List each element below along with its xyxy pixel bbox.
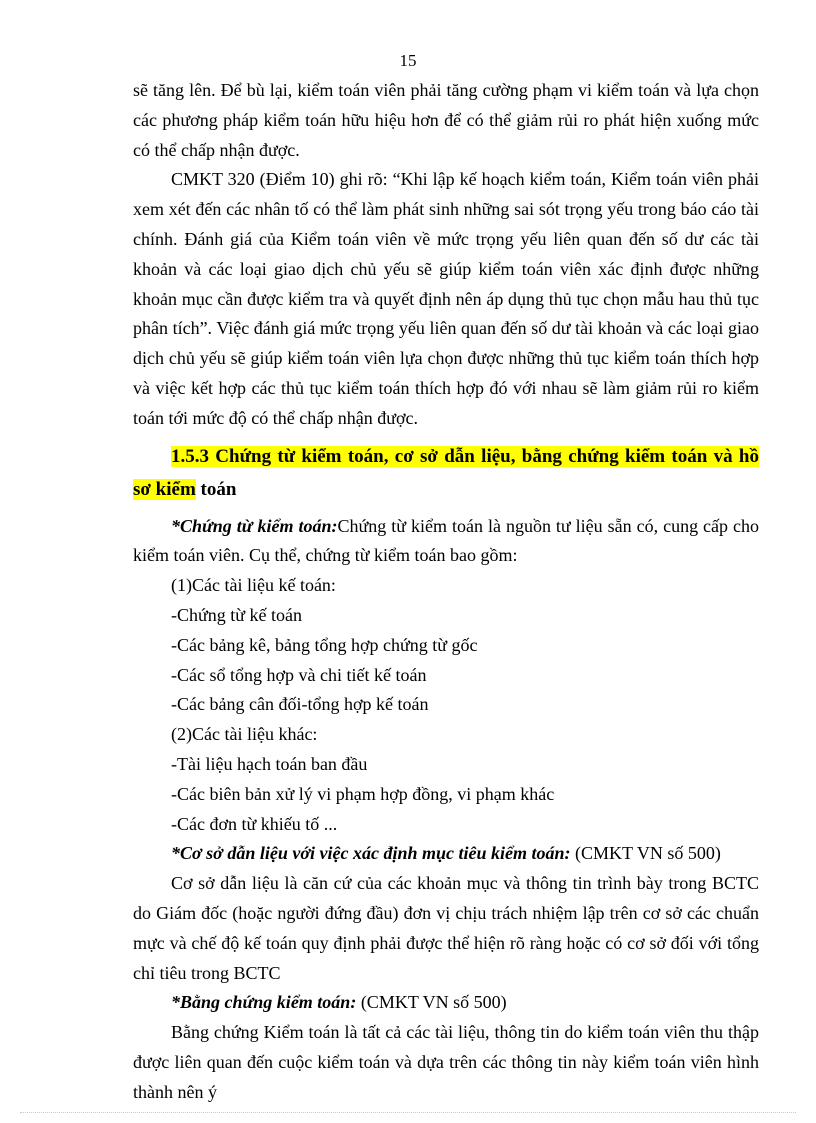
page-number: 15 (399, 51, 417, 70)
list-item: -Các bảng kê, bảng tổng hợp chứng từ gốc (171, 634, 478, 655)
section-heading-1-5-3 (133, 440, 759, 506)
paragraph-cmkt-320: CMKT 320 (Điểm 10) ghi rõ: “Khi lập kế hoạch kiểm toán, Kiểm toán viên phải xem xét đến các nhân tố có thể làm phát sinh những sai sót trọng yếu trong báo cáo tài chính. Đánh giá của Kiểm toán viên về mức trọng yếu liên quan đến số dư các tài khoản và các loại giao dịch chủ yếu sẽ giúp kiểm toán viên xác định được những khoản mục cần được kiểm tra và quyết định nên áp dụng thủ tục chọn mẫu hau thủ tục phân tích”. Việc đánh giá mức trọng yếu liên quan đến số dư tài khoản và các loại giao dịch chủ yếu sẽ giúp kiểm toán viên lựa chọn được những thủ tục kiểm toán thích hợp và việc kết hợp các thủ tục kiểm toán thích hợp đó với nhau sẽ làm giảm rủi ro kiểm toán tới mức độ có thể chấp nhận được. (133, 169, 759, 428)
text-audit-documents: Chứng từ kiểm toán là nguồn tư liệu sẵn có, cung cấp cho kiểm toán viên. Cụ thể, chứng từ kiểm toán bao gồm: (133, 515, 760, 566)
list-item: (1)Các tài liệu kế toán: (171, 575, 336, 596)
label-audit-documents: *Chứng từ kiểm toán: (171, 515, 338, 536)
paragraph-evidence: Bằng chứng Kiểm toán là tất cả các tài liệu, thông tin do kiểm toán viên thu thập được liên quan đến cuộc kiểm toán và dựa trên các thông tin này kiểm toán viên hình thành nên ý (133, 1022, 759, 1102)
paragraph-assertions-heading (133, 839, 759, 869)
list-item: -Các bảng cân đối-tổng hợp kế toán (171, 694, 429, 715)
list-item: -Các đơn từ khiếu tố ... (171, 813, 338, 834)
label-evidence: *Bằng chứng kiểm toán: (171, 992, 357, 1013)
ref-evidence: (CMKT VN số 500) (356, 992, 507, 1013)
list-item: -Chứng từ kế toán (171, 604, 302, 625)
paragraph-assertions: Cơ sở dẫn liệu là căn cứ của các khoản mục và thông tin trình bày trong BCTC do Giám đốc (hoặc người đứng đầu) đơn vị chịu trách nhiệm lập trên cơ sở các chuẩn mực và chế độ kế toán quy định phải được thể hiện rõ ràng hoặc có cơ sở đối với tổng chỉ tiêu trong BCTC (133, 873, 759, 983)
list-item: (2)Các tài liệu khác: (171, 724, 318, 745)
list-item: -Các biên bản xử lý vi phạm hợp đồng, vi phạm khác (171, 783, 555, 804)
page-bottom-border (20, 1112, 796, 1113)
heading-highlighted-text: 1.5.3 Chứng từ kiểm toán, cơ sở dẫn liệu, bằng chứng kiểm toán và hồ sơ kiểm (133, 445, 759, 500)
paragraph-continuation: sẽ tăng lên. Để bù lại, kiểm toán viên phải tăng cường phạm vi kiểm toán và lựa chọn các phương pháp kiểm toán hữu hiệu hơn để có thể giảm rủi ro phát hiện xuống mức có thể chấp nhận được. (133, 80, 759, 160)
document-body (133, 76, 759, 1108)
paragraph-audit-documents (133, 512, 759, 572)
heading-rest-text: toán (195, 478, 237, 500)
label-assertions: *Cơ sở dẫn liệu với việc xác định mục tiêu kiểm toán: (171, 843, 571, 864)
ref-assertions: (CMKT VN số 500) (570, 843, 721, 864)
list-item: -Tài liệu hạch toán ban đầu (171, 753, 368, 774)
paragraph-evidence-heading (133, 988, 759, 1018)
list-item: -Các sổ tổng hợp và chi tiết kế toán (171, 664, 427, 685)
